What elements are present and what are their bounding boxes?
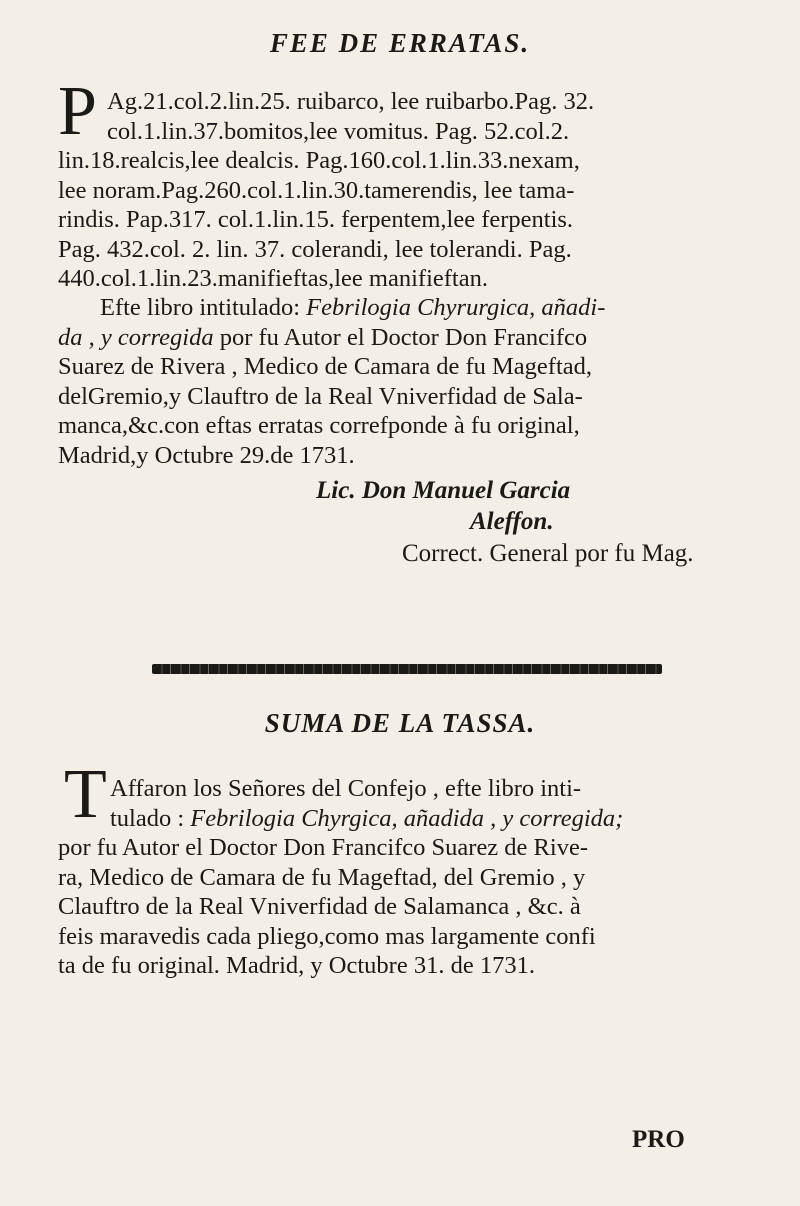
tassa-line: Affaron los Señores del Confejo , efte libro inti-: [110, 775, 582, 802]
tassa-line: [58, 804, 770, 834]
page-title: FEE DE ERRATAS.: [269, 28, 531, 58]
tassa-line: Clauftro de la Real Vniverfidad de Salamanca , &c. à: [58, 893, 581, 920]
errata-list: [107, 87, 767, 146]
errata-line: lin.18.realcis,lee dealcis. Pag.160.col.1.lin.33.nexam,: [58, 147, 580, 174]
errata-line: col.1.lin.37.bomitos,lee vomitus. Pag. 52.col.2.: [107, 117, 570, 145]
approval-line: [58, 293, 770, 323]
tassa-text: tulado :: [110, 804, 191, 832]
tassa-line: por fu Autor el Doctor Don Francifco Suarez de Rive-: [58, 834, 588, 861]
approval-line: manca,&c.con eftas erratas correfponde à fu original,: [58, 412, 580, 439]
signature-name: Lic. Don Manuel Garcia: [316, 477, 571, 504]
signature-name-continued: Aleffon.: [470, 508, 554, 535]
errata-list-continued: [58, 146, 770, 294]
ornamental-rule: [152, 664, 662, 674]
approval-paragraph: [58, 293, 770, 470]
catchword: PRO: [632, 1126, 685, 1153]
tassa-paragraph: [58, 774, 770, 981]
approval-text: Efte libro intitulado:: [100, 294, 307, 321]
errata-line: 440.col.1.lin.23.manifieftas,lee manifieftan.: [58, 265, 488, 292]
tassa-line: feis maravedis cada pliego,como mas largamente confi: [58, 922, 596, 950]
tassa-dropcap: T: [64, 756, 107, 833]
approval-line: Suarez de Rivera , Medico de Camara de fu Mageftad,: [58, 353, 593, 380]
errata-dropcap: P: [58, 73, 97, 150]
errata-line: Pag. 432.col. 2. lin. 37. colerandi, lee tolerandi. Pag.: [58, 235, 572, 263]
book-title-italic: Febrilogia Chyrurgica, añadi-: [306, 294, 606, 321]
approval-line: Madrid,y Octubre 29.de 1731.: [58, 441, 355, 469]
signature-role: Correct. General por fu Mag.: [402, 540, 694, 567]
tassa-line: ra, Medico de Camara de fu Mageftad, del Gremio , y: [58, 863, 586, 891]
book-title-italic: da , y corregida: [58, 323, 214, 351]
errata-line: Ag.21.col.2.lin.25. ruibarco, lee ruibarbo.Pag. 32.: [107, 88, 595, 115]
book-title-italic: Febrilogia Chyrgica, añadida , y corregida;: [190, 804, 624, 832]
approval-line: delGremio,y Clauftro de la Real Vniverfidad de Sala-: [58, 382, 583, 410]
errata-line: rindis. Pap.317. col.1.lin.15. ferpentem,lee ferpentis.: [58, 206, 574, 233]
approval-text: por fu Autor el Doctor Don Francifco: [213, 323, 588, 351]
approval-line: [58, 323, 770, 353]
section-title: SUMA DE LA TASSA.: [264, 708, 536, 738]
tassa-line: ta de fu original. Madrid, y Octubre 31. de 1731.: [58, 952, 535, 979]
errata-line: lee noram.Pag.260.col.1.lin.30.tamerendis, lee tama-: [58, 176, 575, 204]
